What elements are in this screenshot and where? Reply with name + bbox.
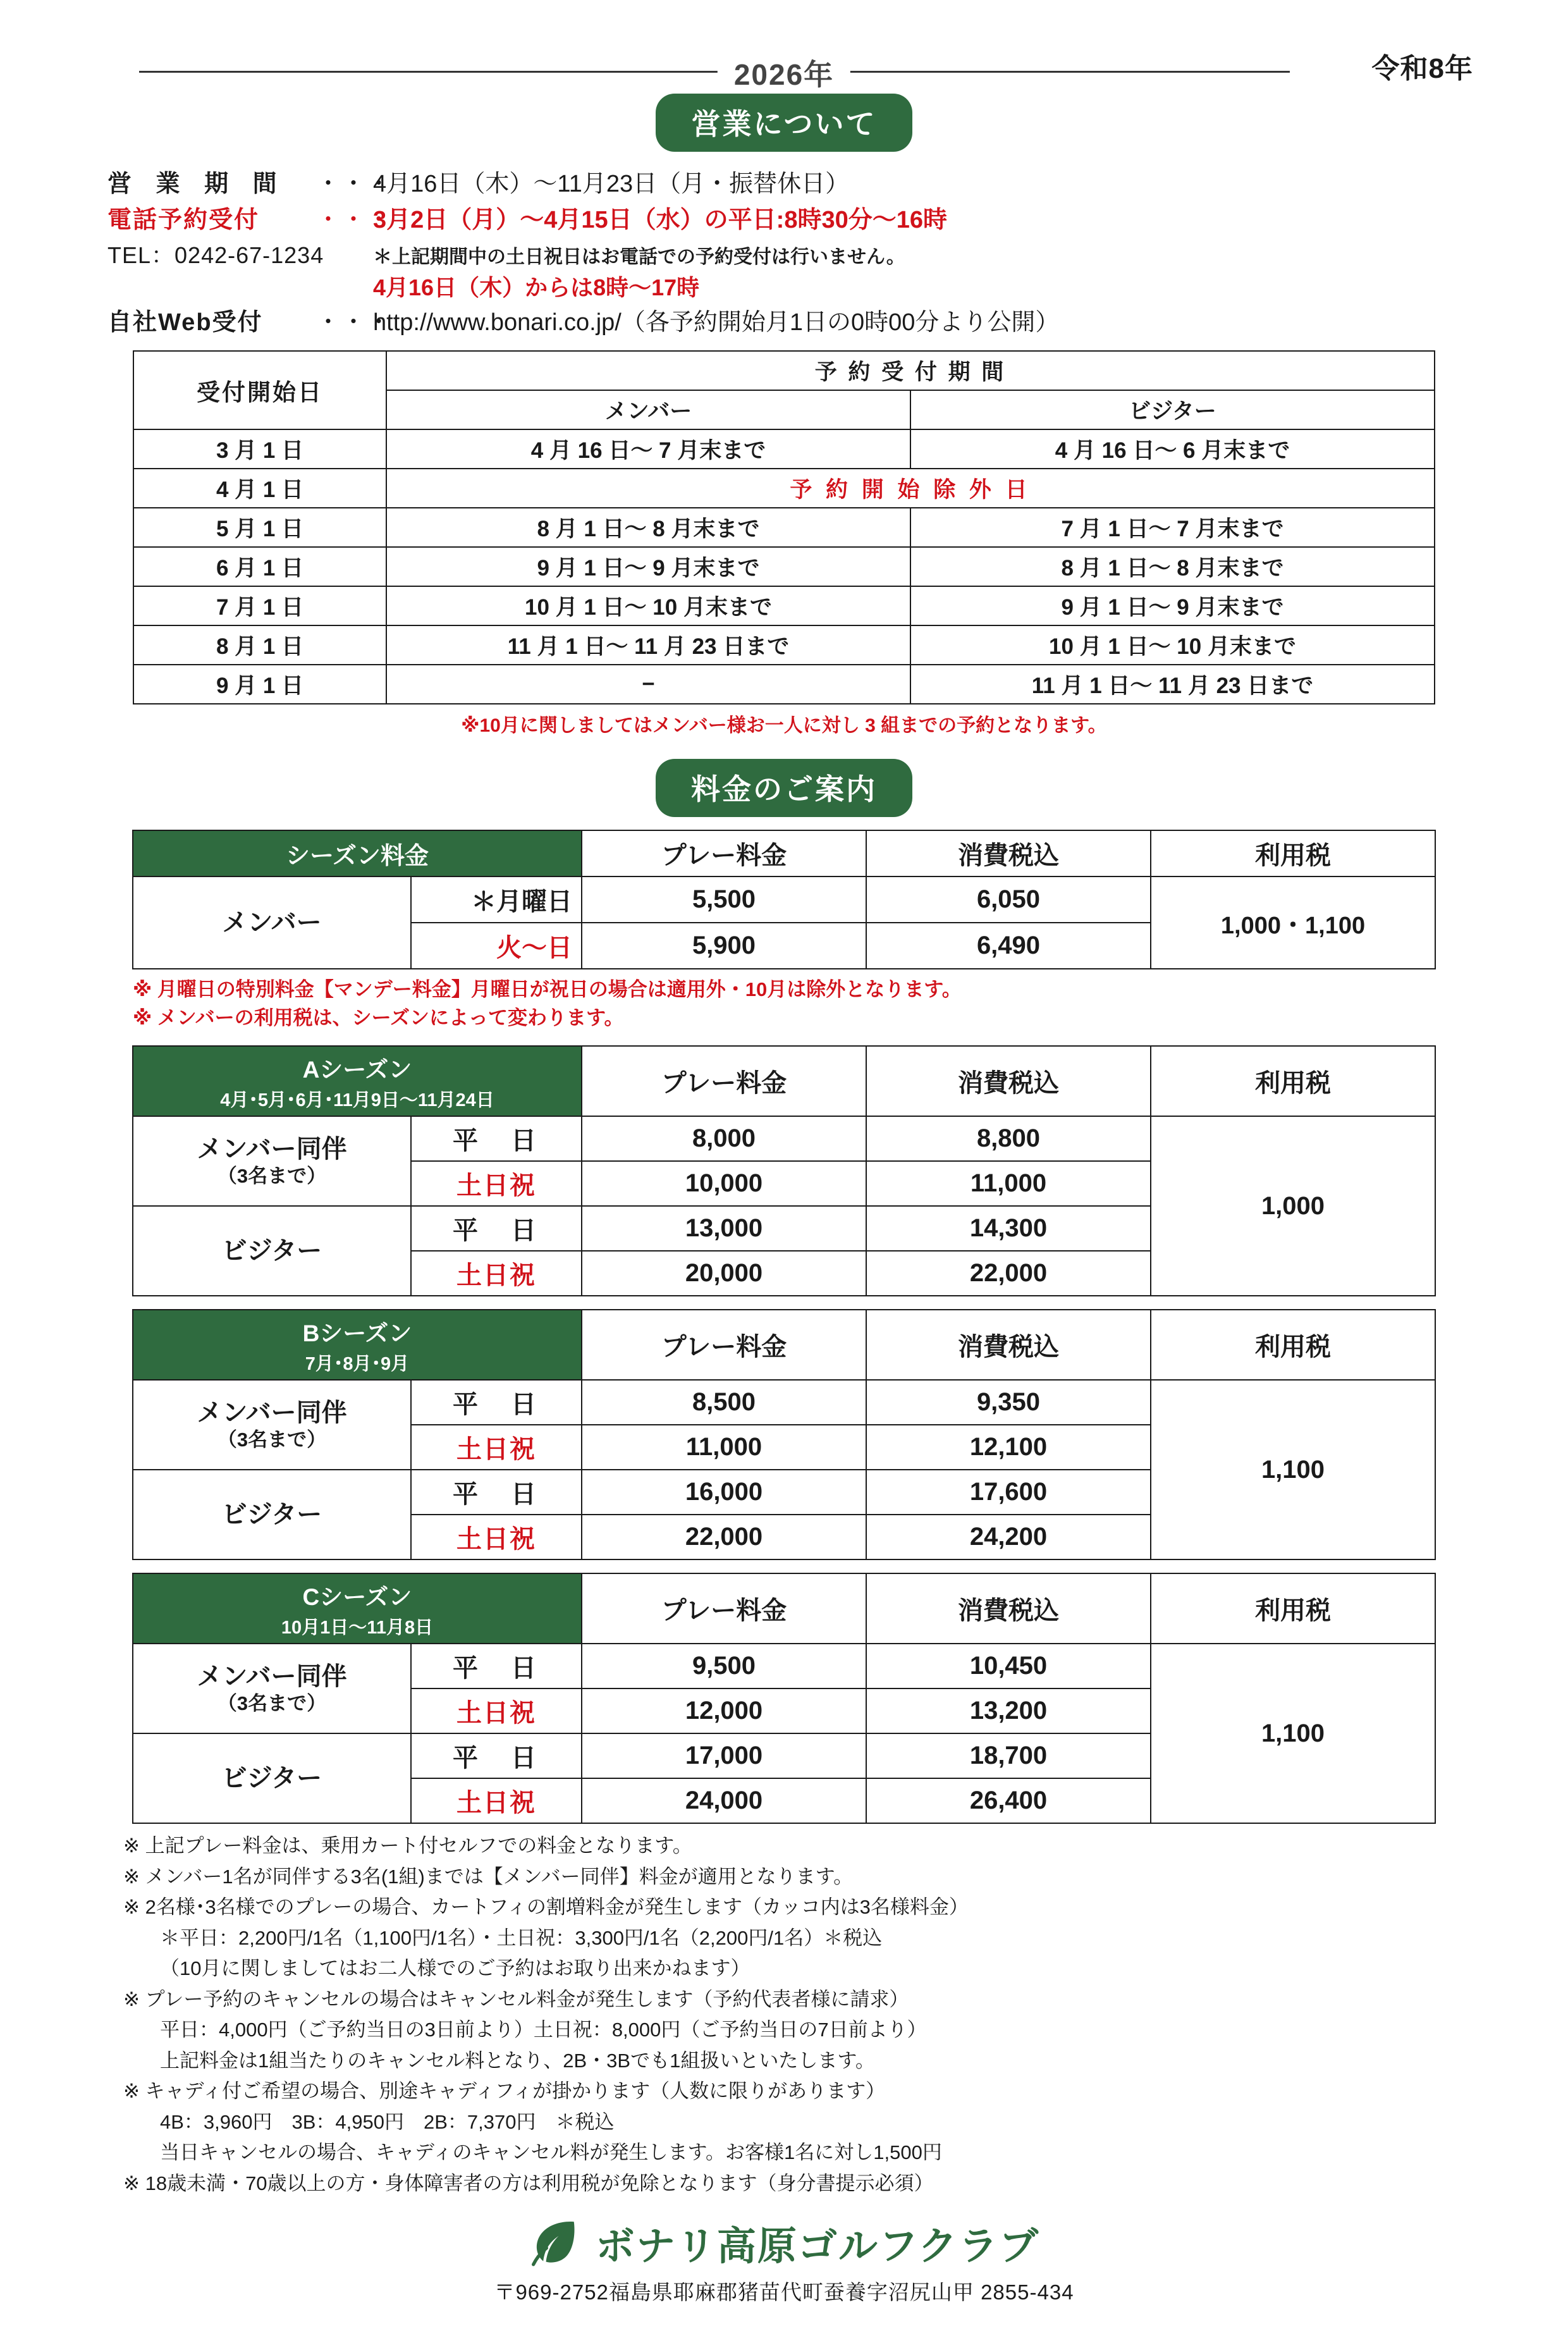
res-member: 8 月 1 日〜 8 月末まで bbox=[386, 508, 910, 547]
info-row-tel bbox=[107, 240, 1498, 303]
club-logo-text: ボナリ高原ゴルフクラブ bbox=[595, 2225, 1040, 2269]
season-a-play: 13,000 bbox=[582, 1206, 866, 1251]
cat-sublabel: （3名まで） bbox=[217, 1692, 327, 1715]
footnote: 4B：3,960円 3B：4,950円 2B：7,370円 ＊税込 bbox=[160, 2110, 615, 2133]
member-tax-incl: 6,050 bbox=[866, 876, 1151, 923]
table-row bbox=[133, 469, 1435, 508]
table-row bbox=[133, 351, 1435, 390]
tel-note-2: 4月16日（木）からは8時〜17時 bbox=[373, 274, 700, 300]
season-b-day: 土日祝 bbox=[411, 1425, 582, 1470]
cat-label: ビジター bbox=[221, 1237, 322, 1265]
info-row-web bbox=[107, 307, 1498, 339]
footnote: （10月に関しましてはお二人様でのご予約はお取り出来かねます） bbox=[160, 1957, 750, 1980]
col-head-play: プレー料金 bbox=[582, 830, 866, 876]
footer bbox=[70, 2215, 1498, 2306]
season-c-tax-incl: 13,200 bbox=[866, 1688, 1151, 1733]
member-play: 5,900 bbox=[582, 923, 866, 969]
season-head-b bbox=[133, 1310, 582, 1380]
price-banner-wrap bbox=[70, 759, 1498, 817]
season-a-tax-incl: 22,000 bbox=[866, 1251, 1151, 1296]
res-member: 11 月 1 日〜 11 月 23 日まで bbox=[386, 625, 910, 665]
season-period-c: 10月1日〜11月8日 bbox=[281, 1618, 434, 1639]
col-head-play: プレー料金 bbox=[582, 1573, 866, 1644]
col-head-use-tax: 利用税 bbox=[1151, 1310, 1435, 1380]
season-c-tax-incl: 26,400 bbox=[866, 1778, 1151, 1823]
res-visitor: 9 月 1 日〜 9 月末まで bbox=[910, 586, 1435, 625]
info-dots-period: ・・・ bbox=[316, 171, 393, 197]
season-name-c: Cシーズン bbox=[302, 1584, 412, 1611]
info-label-period: 営 業 期 間 bbox=[107, 171, 286, 197]
footnote: ＊平日：2,200円/1名（1,100円/1名）・土日祝：3,300円/1名（2,200円/1名）＊税込 bbox=[160, 1926, 883, 1949]
member-price-table bbox=[132, 830, 1436, 969]
season-a-cat-member bbox=[133, 1116, 411, 1206]
info-label-web: 自社Web受付 bbox=[107, 309, 263, 336]
reservation-table bbox=[133, 350, 1435, 704]
table-row bbox=[133, 586, 1435, 625]
footnote: ※ 2名様･3名様でのプレーの場合、カートフィの割増料金が発生します（カッコ内は3名様料金） bbox=[123, 1896, 969, 1919]
season-table-c bbox=[132, 1573, 1436, 1824]
table-row bbox=[133, 665, 1435, 704]
year-rule bbox=[139, 71, 1290, 73]
season-table-b bbox=[132, 1309, 1436, 1560]
season-b-tax-incl: 12,100 bbox=[866, 1425, 1151, 1470]
cat-label: メンバー同伴 bbox=[197, 1399, 347, 1427]
season-b-tax-incl: 9,350 bbox=[866, 1380, 1151, 1425]
table-row bbox=[133, 429, 1435, 469]
col-head-use-tax: 利用税 bbox=[1151, 830, 1435, 876]
table-row bbox=[133, 508, 1435, 547]
member-head: シーズン料金 bbox=[133, 830, 582, 876]
season-c-play: 24,000 bbox=[582, 1778, 866, 1823]
footnote: ※ 18歳未満・70歳以上の方・身体障害者の方は利用税が免除となります（身分書提示必須） bbox=[123, 2172, 934, 2194]
cat-label: メンバー同伴 bbox=[197, 1135, 347, 1164]
season-a-play: 8,000 bbox=[582, 1116, 866, 1161]
info-row-phone bbox=[107, 204, 1498, 237]
member-day: ＊月曜日 bbox=[411, 876, 582, 923]
table-row bbox=[133, 1644, 1435, 1688]
season-c-cat-member bbox=[133, 1644, 411, 1733]
table-row bbox=[133, 1310, 1435, 1380]
season-b-use-tax: 1,100 bbox=[1151, 1380, 1435, 1559]
season-c-play: 9,500 bbox=[582, 1644, 866, 1688]
member-play: 5,500 bbox=[582, 876, 866, 923]
season-b-cat-visitor bbox=[133, 1470, 411, 1559]
col-head-tax-incl: 消費税込 bbox=[866, 1573, 1151, 1644]
footnote: 平日：4,000円（ご予約当日の3日前より）土日祝：8,000円（ご予約当日の7日前より） bbox=[160, 2019, 927, 2041]
season-c-tax-incl: 10,450 bbox=[866, 1644, 1151, 1688]
res-visitor: 10 月 1 日〜 10 月末まで bbox=[910, 625, 1435, 665]
footnote: ※ メンバー1名が同伴する3名(1組)までは【メンバー同伴】料金が適用となります。 bbox=[123, 1865, 854, 1888]
member-note-1: ※ 月曜日の特別料金【マンデー料金】月曜日が祝日の場合は適用外・10月は除外となります。 bbox=[133, 978, 962, 1001]
col-head-tax-incl: 消費税込 bbox=[866, 1046, 1151, 1116]
footnote: ※ 上記プレー料金は、乗用カート付セルフでの料金となります。 bbox=[123, 1835, 692, 1857]
tel-number: TEL：0242-67-1234 bbox=[107, 242, 324, 268]
table-row bbox=[133, 1046, 1435, 1116]
business-banner-wrap bbox=[70, 94, 1498, 152]
cat-label: ビジター bbox=[221, 1764, 322, 1793]
season-head-a bbox=[133, 1046, 582, 1116]
season-c-use-tax: 1,100 bbox=[1151, 1644, 1435, 1823]
res-member: − bbox=[386, 665, 910, 704]
season-c-day: 土日祝 bbox=[411, 1688, 582, 1733]
season-b-play: 16,000 bbox=[582, 1470, 866, 1515]
season-b-day: 平 日 bbox=[411, 1470, 582, 1515]
season-period-b: 7月･8月･9月 bbox=[305, 1354, 410, 1375]
res-member: 9 月 1 日〜 9 月末まで bbox=[386, 547, 910, 586]
reservation-note: ※10月に関しましてはメンバー様お一人に対し 3 組までの予約となります。 bbox=[461, 715, 1107, 737]
member-notes bbox=[133, 976, 1435, 1033]
res-visitor: 7 月 1 日〜 7 月末まで bbox=[910, 508, 1435, 547]
footnote: 当日キャンセルの場合、キャディのキャンセル料が発生します。お客様1名に対し1,500円 bbox=[160, 2141, 942, 2164]
tel-notes bbox=[373, 245, 1498, 303]
cat-sublabel: （3名まで） bbox=[217, 1165, 327, 1188]
season-b-day: 平 日 bbox=[411, 1380, 582, 1425]
season-table-a bbox=[132, 1045, 1436, 1296]
info-row-period bbox=[107, 168, 1498, 200]
header bbox=[70, 38, 1498, 89]
business-banner: 営業について bbox=[656, 94, 912, 152]
price-banner: 料金のご案内 bbox=[656, 759, 912, 817]
cat-sublabel: （3名まで） bbox=[217, 1429, 327, 1451]
season-c-day: 土日祝 bbox=[411, 1778, 582, 1823]
year-label: 2026年 bbox=[718, 52, 850, 94]
season-a-cat-visitor bbox=[133, 1206, 411, 1296]
res-head-member: メンバー bbox=[386, 390, 910, 429]
info-value-period: 4月16日（木）〜11月23日（月・振替休日） bbox=[373, 171, 850, 197]
res-member: 10 月 1 日〜 10 月末まで bbox=[386, 586, 910, 625]
footnotes bbox=[123, 1831, 1445, 2198]
season-b-cat-member bbox=[133, 1380, 411, 1470]
member-tax-incl: 6,490 bbox=[866, 923, 1151, 969]
col-head-use-tax: 利用税 bbox=[1151, 1573, 1435, 1644]
table-row bbox=[133, 876, 1435, 923]
footnote: ※ プレー予約のキャンセルの場合はキャンセル料金が発生します（予約代表者様に請求） bbox=[123, 1988, 909, 2010]
table-row bbox=[133, 830, 1435, 876]
season-a-day: 平 日 bbox=[411, 1206, 582, 1251]
leaf-icon bbox=[529, 2218, 584, 2268]
info-value-phone: 3月2日（月）〜4月15日（水）の平日:8時30分〜16時 bbox=[373, 206, 947, 233]
table-row bbox=[133, 625, 1435, 665]
season-b-play: 8,500 bbox=[582, 1380, 866, 1425]
season-a-day: 土日祝 bbox=[411, 1161, 582, 1206]
season-c-tax-incl: 18,700 bbox=[866, 1733, 1151, 1778]
season-b-day: 土日祝 bbox=[411, 1515, 582, 1559]
res-visitor: 8 月 1 日〜 8 月末まで bbox=[910, 547, 1435, 586]
info-dots-web: ・・・ bbox=[316, 309, 393, 336]
tel-note-1: ＊上記期間中の土日祝日はお電話での予約受付は行いません。 bbox=[373, 246, 905, 268]
season-a-tax-incl: 14,300 bbox=[866, 1206, 1151, 1251]
season-c-cat-visitor bbox=[133, 1733, 411, 1823]
season-c-play: 12,000 bbox=[582, 1688, 866, 1733]
season-head-c bbox=[133, 1573, 582, 1644]
season-name-b: Bシーズン bbox=[302, 1320, 412, 1347]
season-name-a: Aシーズン bbox=[302, 1057, 412, 1083]
res-head-span: 予 約 受 付 期 間 bbox=[386, 351, 1435, 390]
season-a-day: 平 日 bbox=[411, 1116, 582, 1161]
season-a-tax-incl: 8,800 bbox=[866, 1116, 1151, 1161]
member-use-tax: 1,000・1,100 bbox=[1151, 876, 1435, 969]
res-date: 6 月 1 日 bbox=[133, 547, 386, 586]
res-date: 9 月 1 日 bbox=[133, 665, 386, 704]
season-b-play: 11,000 bbox=[582, 1425, 866, 1470]
club-address: 〒969-2752福島県耶麻郡猪苗代町蚕養字沼尻山甲 2855-434 bbox=[494, 2280, 1074, 2304]
col-head-use-tax: 利用税 bbox=[1151, 1046, 1435, 1116]
res-member: 4 月 16 日〜 7 月末まで bbox=[386, 429, 910, 469]
season-b-tax-incl: 24,200 bbox=[866, 1515, 1151, 1559]
business-info bbox=[107, 168, 1498, 339]
member-day: 火〜日 bbox=[411, 923, 582, 969]
col-head-tax-incl: 消費税込 bbox=[866, 830, 1151, 876]
res-date: 5 月 1 日 bbox=[133, 508, 386, 547]
res-date: 7 月 1 日 bbox=[133, 586, 386, 625]
season-a-day: 土日祝 bbox=[411, 1251, 582, 1296]
col-head-tax-incl: 消費税込 bbox=[866, 1310, 1151, 1380]
logo-row bbox=[70, 2215, 1498, 2271]
res-date: 3 月 1 日 bbox=[133, 429, 386, 469]
table-row bbox=[133, 547, 1435, 586]
footnote: ※ キャディ付ご希望の場合、別途キャディフィが掛かります（人数に限りがあります） bbox=[123, 2080, 886, 2103]
season-c-day: 平 日 bbox=[411, 1733, 582, 1778]
info-value-web: http://www.bonari.co.jp/（各予約開始月1日の0時00分より公開） bbox=[373, 309, 1060, 336]
footnote: 上記料金は1組当たりのキャンセル料となり、2B・3Bでも1組扱いといたします。 bbox=[160, 2049, 875, 2072]
reiwa-year: 令和8年 bbox=[1371, 53, 1473, 84]
res-visitor: 4 月 16 日〜 6 月末まで bbox=[910, 429, 1435, 469]
res-date: 4 月 1 日 bbox=[133, 469, 386, 508]
res-head-left: 受付開始日 bbox=[133, 351, 386, 429]
cat-label: ビジター bbox=[221, 1501, 322, 1529]
res-head-visitor: ビジター bbox=[910, 390, 1435, 429]
col-head-play: プレー料金 bbox=[582, 1310, 866, 1380]
season-period-a: 4月･5月･6月･11月9日〜11月24日 bbox=[220, 1090, 494, 1111]
season-c-play: 17,000 bbox=[582, 1733, 866, 1778]
res-exclusion: 予 約 開 始 除 外 日 bbox=[386, 469, 1435, 508]
table-row bbox=[133, 1573, 1435, 1644]
member-category: メンバー bbox=[133, 876, 411, 969]
member-note-2: ※ メンバーの利用税は、シーズンによって変わります。 bbox=[133, 1007, 624, 1030]
table-row bbox=[133, 1380, 1435, 1425]
table-row bbox=[133, 1116, 1435, 1161]
season-a-use-tax: 1,000 bbox=[1151, 1116, 1435, 1296]
season-b-play: 22,000 bbox=[582, 1515, 866, 1559]
season-a-play: 10,000 bbox=[582, 1161, 866, 1206]
season-b-tax-incl: 17,600 bbox=[866, 1470, 1151, 1515]
season-a-tax-incl: 11,000 bbox=[866, 1161, 1151, 1206]
col-head-play: プレー料金 bbox=[582, 1046, 866, 1116]
info-dots-phone: ・・・ bbox=[316, 206, 393, 233]
res-date: 8 月 1 日 bbox=[133, 625, 386, 665]
res-visitor: 11 月 1 日〜 11 月 23 日まで bbox=[910, 665, 1435, 704]
info-label-phone: 電話予約受付 bbox=[107, 206, 260, 233]
cat-label: メンバー同伴 bbox=[197, 1663, 347, 1691]
season-c-day: 平 日 bbox=[411, 1644, 582, 1688]
season-a-play: 20,000 bbox=[582, 1251, 866, 1296]
